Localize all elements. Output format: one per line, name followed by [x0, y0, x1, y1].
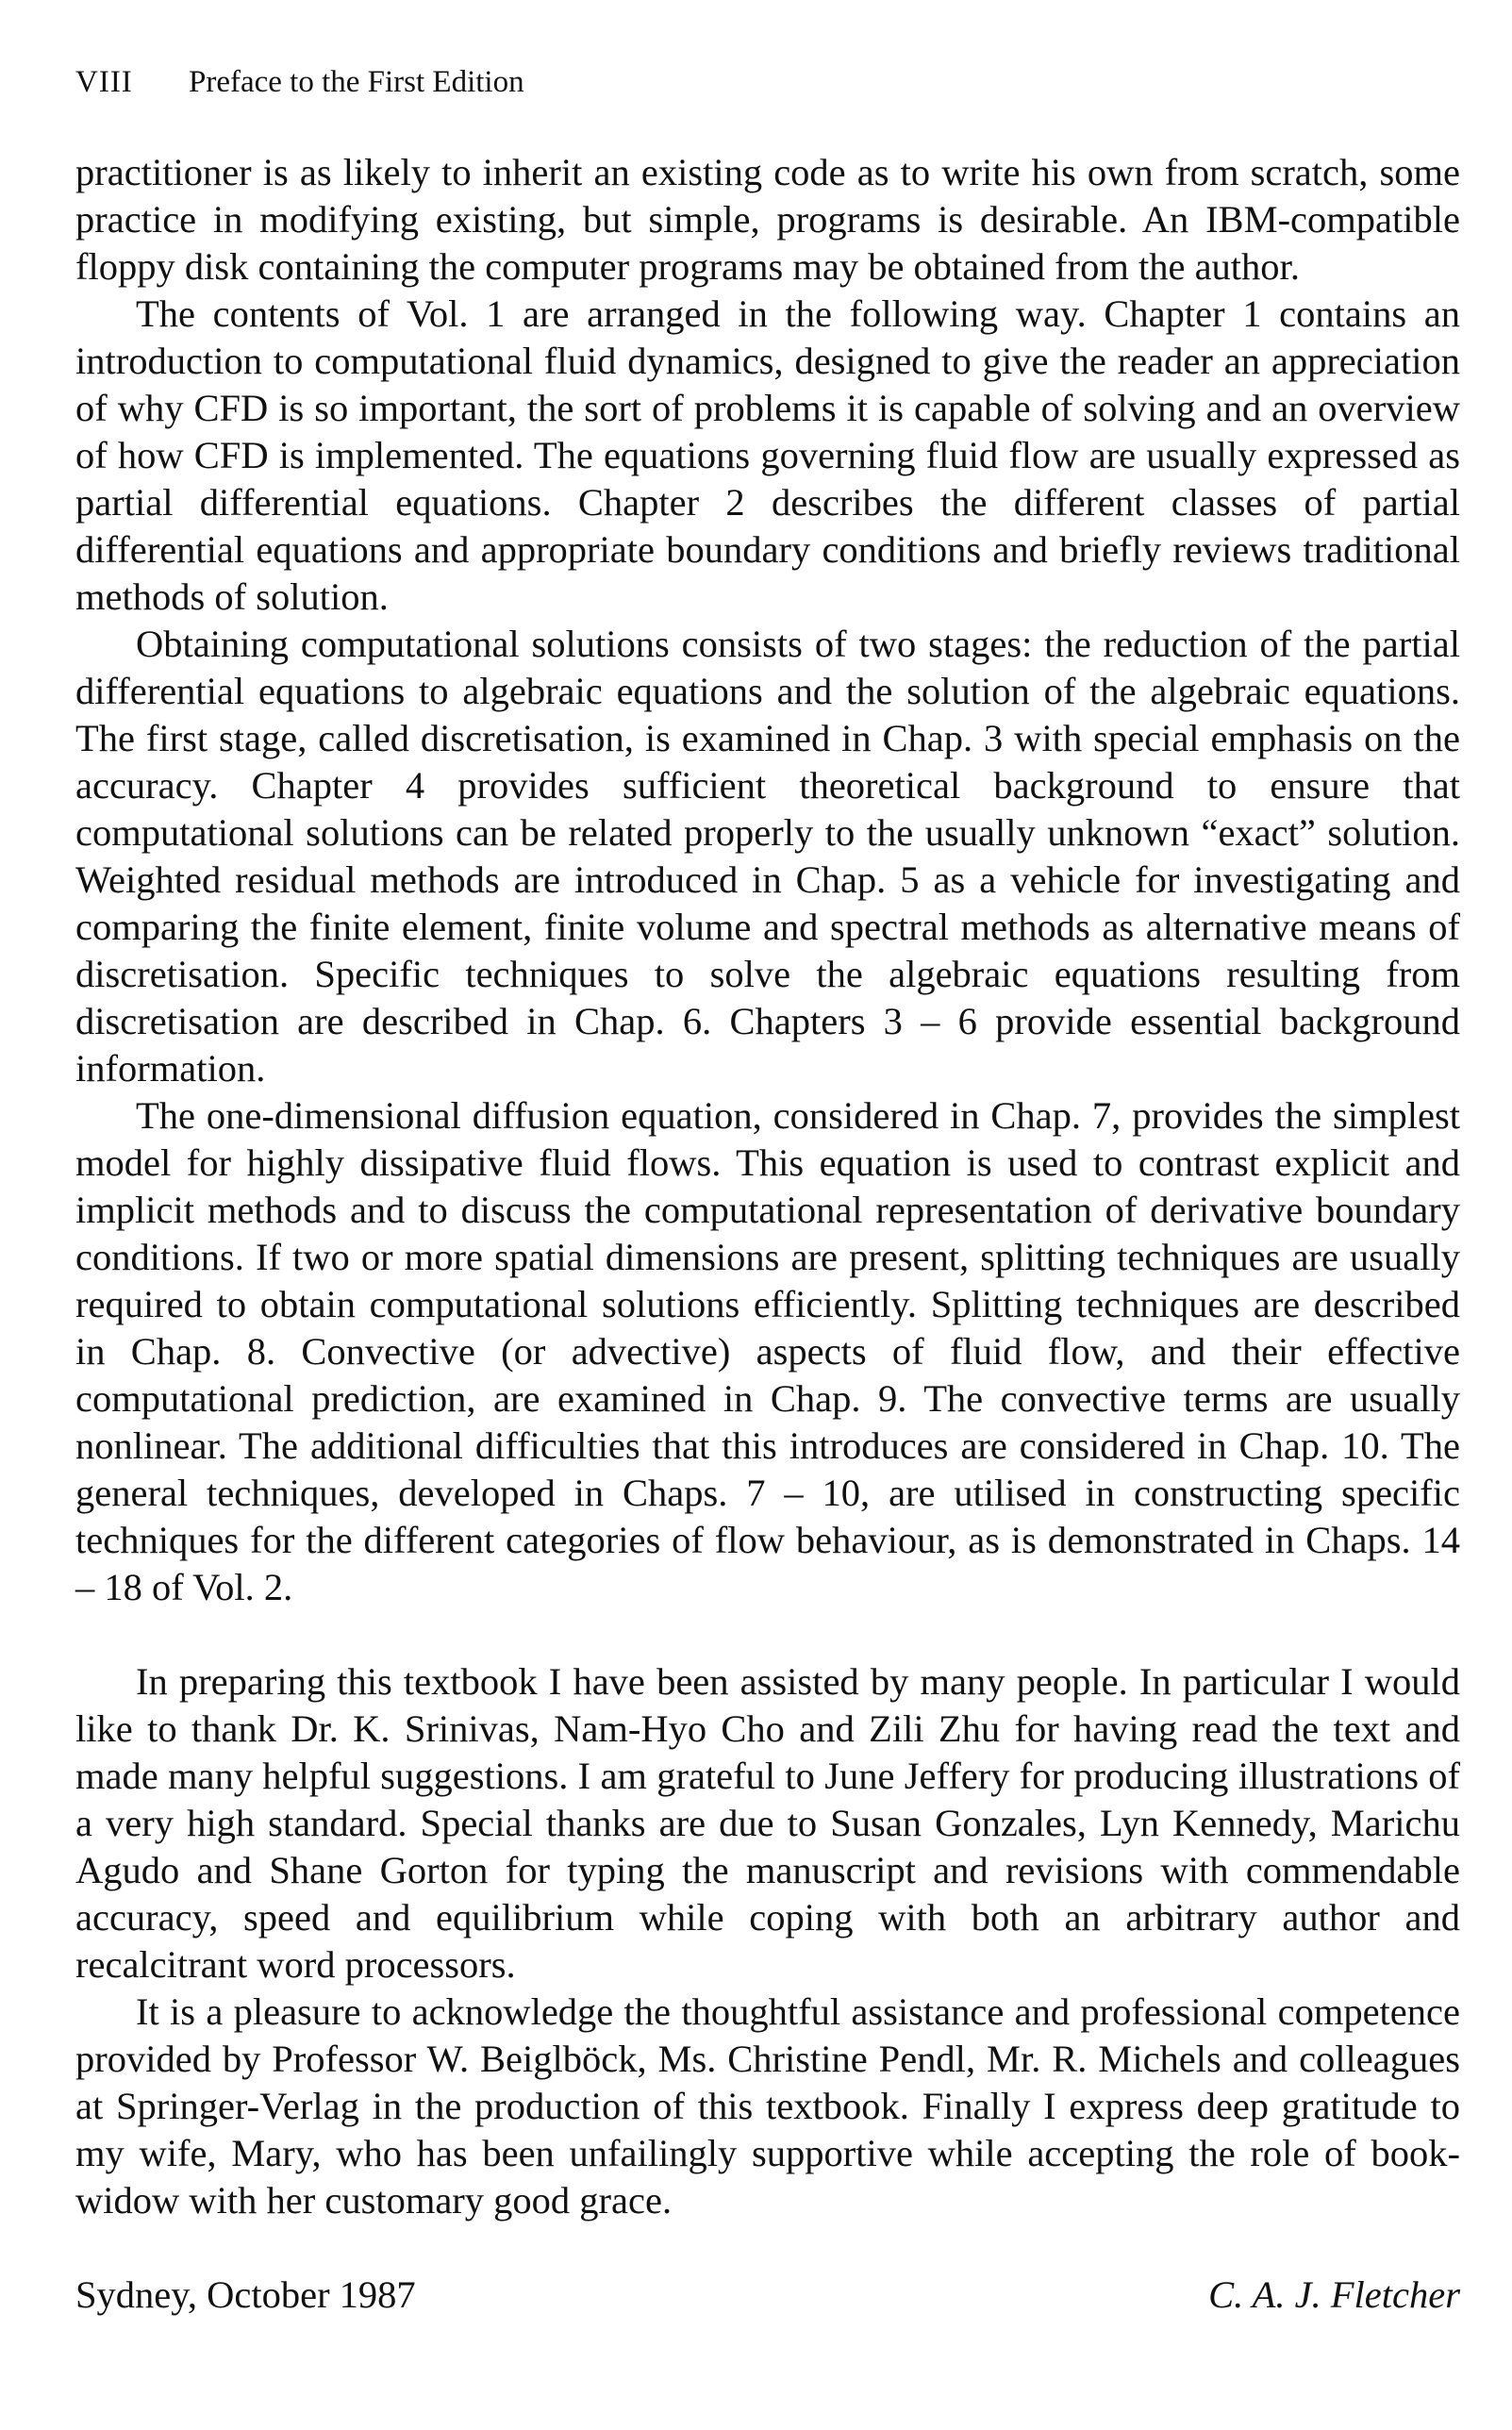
author-name: C. A. J. Fletcher: [1208, 2273, 1460, 2316]
running-title: Preface to the First Edition: [189, 65, 524, 99]
paragraph-continuation: practitioner is as likely to inherit an existing code as to write his own from scratch, some practice in modifying existing, but simple, programs is desirable. An IBM-compatible floppy disk containing the computer programs may be obtained from the author.: [75, 151, 1460, 288]
page: [75, 58, 1460, 2319]
paragraph-acknowledgements: In preparing this textbook I have been assisted by many people. In particular I would like to thank Dr. K. Srinivas, Nam-Hyo Cho and Zili Zhu for having read the text and made many helpful suggestions. I am grateful to June Jeffery for producing illustrations of a very high standard. Special thanks are due to Susan Gonzales, Lyn Kennedy, Marichu Agudo and Shane Gorton for typing the manuscript and revisions with commendable accuracy, speed and equilibrium while coping with both an arbitrary author and recalcitrant word processors.: [75, 1660, 1460, 1986]
page-number: VIII: [75, 65, 133, 99]
paragraph-contents-overview: The contents of Vol. 1 are arranged in the following way. Chapter 1 contains an introduction to computational fluid dynamics, designed to give the reader an appreciation of why CFD is so important, the sort of problems it is capable of solving and an overview of how CFD is implemented. The equations governing fluid flow are usually expressed as partial differential equations. Chapter 2 describes the different classes of partial differential equations and appropriate boundary conditions and briefly reviews traditional methods of solution.: [75, 292, 1460, 618]
running-head: [75, 58, 1460, 106]
body-text: [75, 149, 1460, 2224]
place-date: Sydney, October 1987: [75, 2273, 416, 2316]
signoff: [75, 2272, 1460, 2319]
paragraph-publisher-thanks: It is a pleasure to acknowledge the thoughtful assistance and professional competence provided by Professor W. Beiglböck, Ms. Christine Pendl, Mr. R. Michels and colleagues at Springer-Verlag in the production of this textbook. Finally I express deep gratitude to my wife, Mary, who has been unfailingly supportive while accepting the role of book-widow with her customary good grace.: [75, 1990, 1460, 2222]
paragraph-computational-solutions: Obtaining computational solutions consists of two stages: the reduction of the partial differential equations to algebraic equations and the solution of the algebraic equations. The first stage, called discretisation, is examined in Chap. 3 with special emphasis on the accuracy. Chapter 4 provides sufficient theoretical background to ensure that computational solutions can be related properly to the usually unknown “exact” solution. Weighted residual methods are introduced in Chap. 5 as a vehicle for investigating and comparing the finite element, finite volume and spectral methods as alternative means of discretisation. Specific techniques to solve the algebraic equations resulting from discretisation are described in Chap. 6. Chapters 3 – 6 provide essential background information.: [75, 623, 1460, 1090]
paragraph-diffusion-equation: The one-dimensional diffusion equation, considered in Chap. 7, provides the simplest model for highly dissipative fluid flows. This equation is used to contrast explicit and implicit methods and to discuss the computational representation of derivative boundary conditions. If two or more spatial dimensions are present, splitting techniques are usually required to obtain computational solutions efficiently. Splitting techniques are described in Chap. 8. Convective (or advective) aspects of fluid flow, and their effective computational prediction, are examined in Chap. 9. The convective terms are usually nonlinear. The additional difficulties that this introduces are considered in Chap. 10. The general techniques, developed in Chaps. 7 – 10, are utilised in constructing specific techniques for the different categories of flow behaviour, as is demonstrated in Chaps. 14 – 18 of Vol. 2.: [75, 1094, 1460, 1608]
